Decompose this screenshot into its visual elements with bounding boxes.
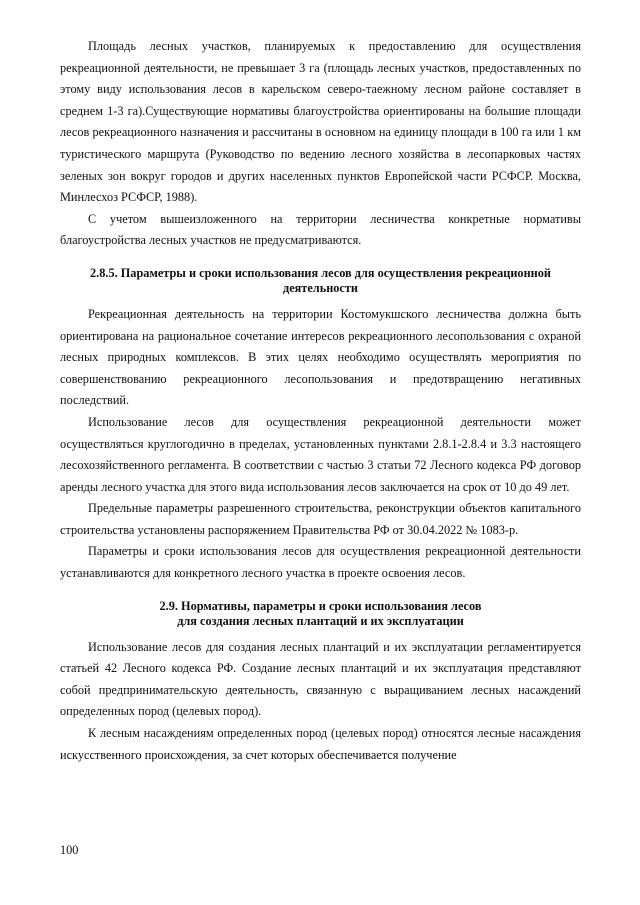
section-heading-2-8-5-line1: 2.8.5. Параметры и сроки использования лесов для осуществления рекреационной bbox=[90, 265, 551, 280]
section-heading-2-9-line2: для создания лесных плантаций и их эксплуатации bbox=[177, 613, 464, 628]
paragraph-recreational-activity: Рекреационная деятельность на территории Костомукшского лесничества должна быть ориентирована на рациональное сочетание интересов рекреационного лесопользования с охраной лесных природных комплексов. В этих целях необходимо осуществлять мероприятия по совершенствованию рекреационного лесопользования и предотвращению негативных последствий. bbox=[60, 306, 581, 408]
section-heading-2-8-5 bbox=[60, 266, 581, 296]
paragraph-construction-limits: Предельные параметры разрешенного строительства, реконструкции объектов капитального строительства установлены распоряжением Правительства РФ от 30.04.2022 № 1083-р. bbox=[60, 501, 581, 537]
section-heading-2-9 bbox=[60, 599, 581, 629]
paragraph-recreation-area: Площадь лесных участков, планируемых к предоставлению для осуществления рекреационной деятельности, не превышает 3 га (площадь лесных участков, предоставленных по этому виду использования лесов в карельском северо-таежному лесном районе составляет в среднем 1-3 га).Существующие нормативы благоустройства ориентированы на большие площади лесов рекреационного назначения и рассчитаны в основном на единицу площади в 100 га или 1 км туристического маршрута (Руководство по ведению лесного хозяйства в лесопарковых частях зеленых зон вокруг городов и других населенных пунктов Европейской части РСФСР. Москва, Минлесхоз РСФСР, 1988). bbox=[60, 39, 581, 205]
paragraph-plantations-regulation: Использование лесов для создания лесных плантаций и их эксплуатации регламентируется статьей 42 Лесного кодекса РФ. Создание лесных плантаций и их эксплуатация представляют собой предпринимательскую деятельность, связанную с выращиванием лесных насаждений определенных пород (целевых пород). bbox=[60, 639, 581, 719]
page-content bbox=[60, 36, 581, 766]
paragraph-target-species: К лесным насаждениям определенных пород (целевых пород) относятся лесные насаждения искусственного происхождения, за счет которых обеспечивается получение bbox=[60, 726, 581, 762]
paragraph-landscaping-norms: С учетом вышеизложенного на территории лесничества конкретные нормативы благоустройства лесных участков не предусматриваются. bbox=[60, 211, 581, 248]
paragraph-year-round-use: Использование лесов для осуществления рекреационной деятельности может осуществляться круглогодично в пределах, установленных пунктами 2.8.1-2.8.4 и 3.3 настоящего лесохозяйственного регламента. В соответствии с частью 3 статьи 72 Лесного кодекса РФ договор аренды лесного участка для этого вида использования лесов заключается на срок от 10 до 49 лет. bbox=[60, 414, 581, 494]
paragraph-parameters-terms: Параметры и сроки использования лесов для осуществления рекреационной деятельности устанавливаются для конкретного лесного участка в проекте освоения лесов. bbox=[60, 544, 581, 581]
section-heading-2-8-5-line2: деятельности bbox=[282, 280, 359, 295]
page-number: 100 bbox=[60, 843, 79, 857]
section-heading-2-9-line1: 2.9. Нормативы, параметры и сроки использования лесов bbox=[159, 598, 482, 613]
